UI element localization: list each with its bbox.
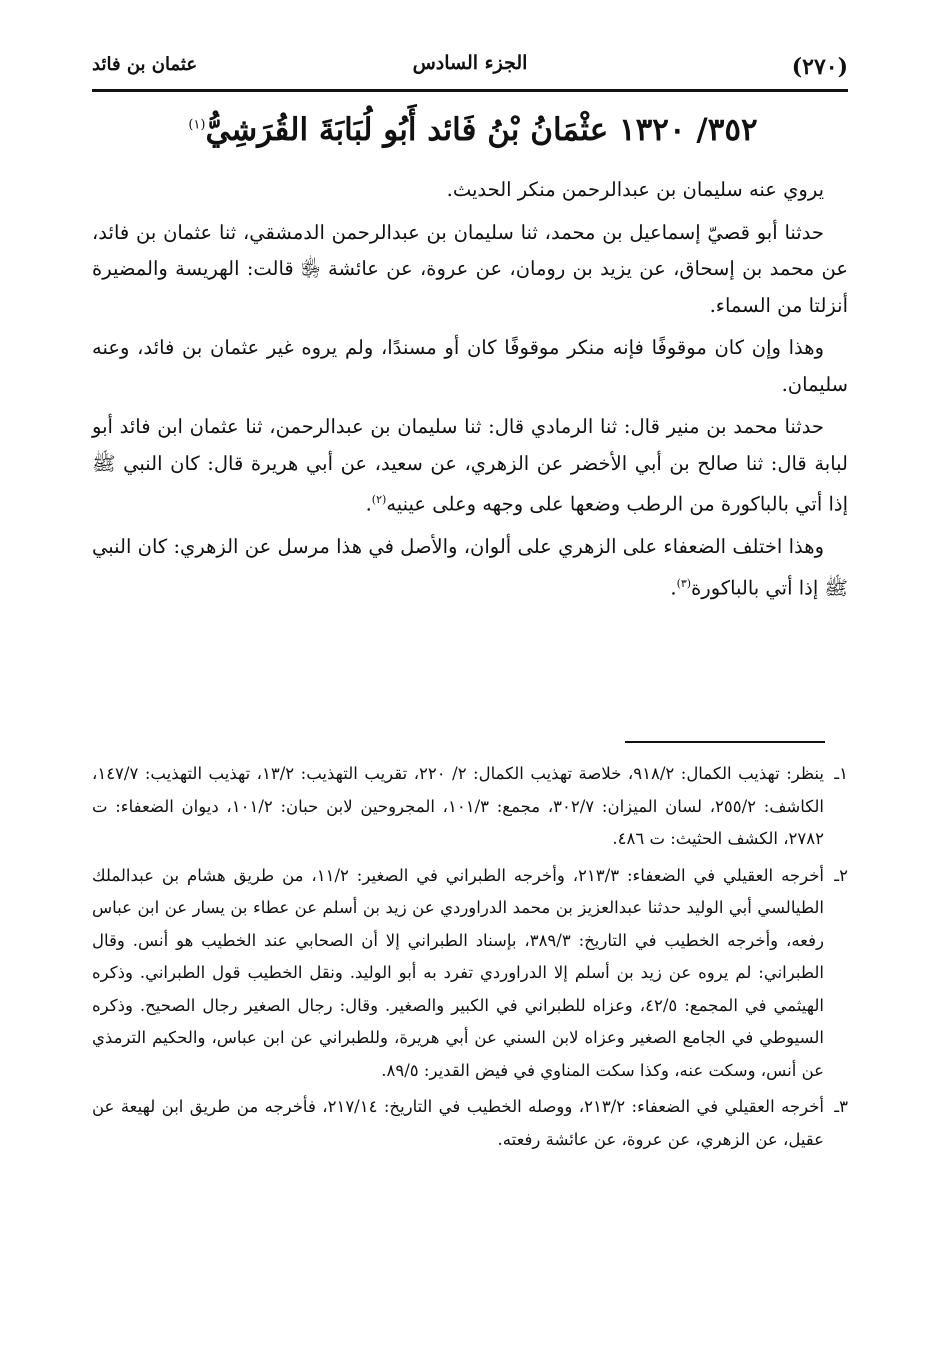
footnote-ref-2: (٢) xyxy=(371,493,387,506)
footnote-1-text: ينظر: تهذيب الكمال: ٩١٨/٢، خلاصة تهذيب الكمال: ٢/ ٢٢٠، تقريب التهذيب: ١٣/٢، تهذيب التهذيب: ١٤٧/٧، الكاشف: ٢٥٥/٢، لسان الميزان: ٣٠٢/٧، مجمع: ١٠١/٣، المجروحين لابن حبان: ١٠١/٢، ديوان الضعفاء: ت ٢٧٨٢، الكشف الحثيث: ت ٤٨٦. xyxy=(92,764,824,848)
paragraph-4-text: حدثنا محمد بن منير قال: ثنا الرمادي قال: ثنا سليمان بن عبدالرحمن، ثنا عثمان ابن فائد أبو لبابة قال: ثنا صالح بن أبي الأخضر عن الزهري، عن سعيد، عن أبي هريرة قال: كان النبي ﷺ إذا أتي بالباكورة من الرطب وضعها على وجهه وعلى عينيه xyxy=(92,415,848,516)
entry-title xyxy=(95,112,851,148)
footnote-2-text: أخرجه العقيلي في الضعفاء: ٢١٣/٣، وأخرجه الطبراني في الصغير: ١١/٢، من طريق هشام بن عبدالملك الطيالسي أبي الوليد حدثنا عبدالعزيز بن محمد الدراوردي عن زيد بن أسلم عن عطاء بن يسار عن ابن عباس رفعه، وأخرجه الخطيب في التاريخ: ٣٨٩/٣، بإسناد الطبراني إلا أن الصحابي عند الخطيب هو أنس. وقال الطبراني: لم يروه عن زيد بن أسلم إلا الدراوردي تفرد به أبو الوليد. ونقل الخطيب قول الطبراني. وذكره الهيثمي في المجمع: ٤٢/٥، وعزاه للطبراني في الكبير والصغير. وقال: رجال الصغير رجال الصحيح. وذكره السيوطي في الجامع الصغير وعزاه لابن السني عن أبي هريرة، وللطبراني عن ابن عباس، والحكيم الترمذي عن أنس، وسكت عنه، وكذا سكت المناوي في فيض القدير: ٨٩/٥. xyxy=(92,865,824,1080)
entry-title-text: ٣٥٢/ ١٣٢٠ عثْمَانُ بْنُ فَائد أَبُو لُبَابَةَ القُرَشِيُّ xyxy=(205,112,758,148)
paragraph-4-end: . xyxy=(365,492,372,516)
main-text xyxy=(92,172,848,607)
header-rule xyxy=(92,89,848,92)
paragraph-3: وهذا وإن كان موقوفًا فإنه منكر موقوفًا كان أو مسندًا، ولم يروه غير عثمان بن فائد، وعنه سليمان. xyxy=(92,336,848,396)
paragraph-5-text: وهذا اختلف الضعفاء على الزهري على ألوان، والأصل في هذا مرسل عن الزهري: كان النبي ﷺ إذا أتي بالباكورة xyxy=(92,535,848,599)
footnote-3-number: ٣ـ xyxy=(834,1097,848,1116)
footnote-3 xyxy=(92,1091,848,1156)
footnotes xyxy=(92,758,848,1156)
page-number: (٢٧٠) xyxy=(791,54,848,80)
running-title: عثمان بن فائد xyxy=(92,54,198,75)
footnote-1 xyxy=(92,758,848,856)
footnote-ref-3: (٣) xyxy=(676,576,692,590)
footnote-ref-1: (١) xyxy=(188,117,206,133)
footnote-1-number: ١ـ xyxy=(834,764,848,783)
paragraph-4 xyxy=(92,409,848,523)
footnote-3-text: أخرجه العقيلي في الضعفاء: ٢١٣/٢، ووصله الخطيب في التاريخ: ٢١٧/١٤، فأخرجه من طريق ابن لهيعة عن عقيل، عن الزهري، عن عروة، عن عائشة رفعته. xyxy=(92,1097,824,1149)
paragraph-5-end: . xyxy=(670,576,677,599)
part-label: الجزء السادس xyxy=(412,52,528,74)
paragraph-5 xyxy=(92,529,848,607)
footnote-2-number: ٢ـ xyxy=(834,865,848,885)
footnote-2 xyxy=(92,860,848,1088)
paragraph-2: حدثنا أبو قصيّ إسماعيل بن محمد، ثنا سليمان بن عبدالرحمن الدمشقي، ثنا عثمان بن فائد، عن محمد بن إسحاق، عن يزيد بن رومان، عن عروة، عن عائشة ﵂ قالت: الهريسة والمضيرة أنزلتا من السماء. xyxy=(92,220,848,317)
paragraph-1: يروي عنه سليمان بن عبدالرحمن منكر الحديث. xyxy=(446,178,824,201)
footnote-separator xyxy=(625,741,825,743)
page-header xyxy=(92,48,848,88)
